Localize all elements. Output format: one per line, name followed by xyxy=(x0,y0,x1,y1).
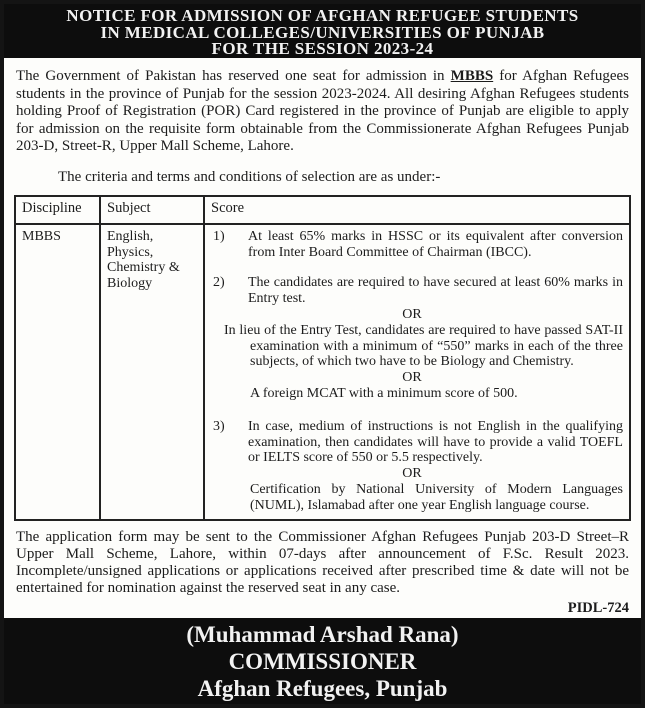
score-item-number: 2) xyxy=(213,275,225,291)
intro-paragraph xyxy=(16,68,629,156)
signatory-name: (Muhammad Arshad Rana) xyxy=(186,622,459,647)
score-item-3 xyxy=(211,419,623,466)
notice-title-line-1: NOTICE FOR ADMISSION OF AFGHAN REFUGEE STUDENTS xyxy=(66,6,579,25)
mbbs-emphasis: MBBS xyxy=(450,68,494,84)
subject-line: English, xyxy=(107,228,154,244)
mcat-alternative-text: A foreign MCAT with a minimum score of 500. xyxy=(250,385,518,401)
intro-text-before: The Government of Pakistan has reserved one seat for admission in xyxy=(16,68,451,84)
application-instructions-paragraph: The application form may be sent to the Commissioner Afghan Refugees Punjab 203-D Street–R Upper Mall Scheme, Lahore, within 07-days after announcement of F.Sc. Result 2023. Incomplete/unsigned applications or applications received after prescribed time & date will not be entertained for nomination against the reserved seat in any case. xyxy=(16,528,629,597)
criteria-lead-line: The criteria and terms and conditions of selection are as under:- xyxy=(58,168,441,185)
subject-line: Biology xyxy=(107,276,153,292)
score-cell xyxy=(204,224,630,520)
score-item-text: At least 65% marks in HSSC or its equivalent after conversion from Inter Board Committee of Chairman (IBCC). xyxy=(248,228,623,260)
table-header-row xyxy=(15,196,630,224)
score-item-2 xyxy=(211,275,623,307)
or-separator: OR xyxy=(402,370,422,386)
discipline-cell: MBBS xyxy=(15,224,100,520)
table-row xyxy=(15,224,630,520)
signatory-department: Afghan Refugees, Punjab xyxy=(197,676,448,701)
subject-line: Chemistry & xyxy=(107,260,180,276)
notice-title-line-2: IN MEDICAL COLLEGES/UNIVERSITIES OF PUNJAB xyxy=(100,22,545,42)
selection-criteria-table xyxy=(14,195,631,521)
column-header-subject: Subject xyxy=(100,196,204,224)
subject-cell xyxy=(100,224,204,520)
signature-band xyxy=(4,618,641,704)
signatory-title: COMMISSIONER xyxy=(228,649,417,674)
intro-text-after: for Afghan Refugees students in the province of Punjab for the session 2023-2024. All desiring Afghan Refugees students holding Proof of Registration (POR) Card registered in the province of Punjab are eligible to apply for admission on the requisite form obtainable from the Commissionerate Afghan Refugees Punjab 203-D, Street-R, Upper Mall Scheme, Lahore. xyxy=(16,68,629,155)
score-item-1 xyxy=(211,229,623,261)
score-item-number: 1) xyxy=(213,228,225,244)
score-item-text: In case, medium of instructions is not English in the qualifying examination, then candidates will have to provide a valid TOEFL or IELTS score of 550 or 5.5 respectively. xyxy=(248,418,623,466)
column-header-discipline: Discipline xyxy=(15,196,100,224)
score-item-number: 3) xyxy=(213,418,225,434)
or-separator: OR xyxy=(402,466,422,482)
sat-alternative-text: In lieu of the Entry Test, candidates are required to have passed SAT-II examination with a minimum of “550” marks in each of the three subjects, of which two have to be Biology and Chemistry. xyxy=(224,322,623,370)
subject-line: Physics, xyxy=(107,244,154,260)
pidl-reference-number: PIDL-724 xyxy=(567,600,629,617)
notice-body xyxy=(4,58,641,617)
or-separator: OR xyxy=(402,306,422,322)
score-item-text: The candidates are required to have secured at least 60% marks in Entry test. xyxy=(248,275,623,307)
notice-title-line-3: FOR THE SESSION 2023-24 xyxy=(211,39,434,58)
numl-alternative-text: Certification by National University of Modern Languages (NUML), Islamabad after one year English language course. xyxy=(250,481,623,513)
column-header-score: Score xyxy=(204,196,630,224)
notice-title-band xyxy=(4,4,641,58)
